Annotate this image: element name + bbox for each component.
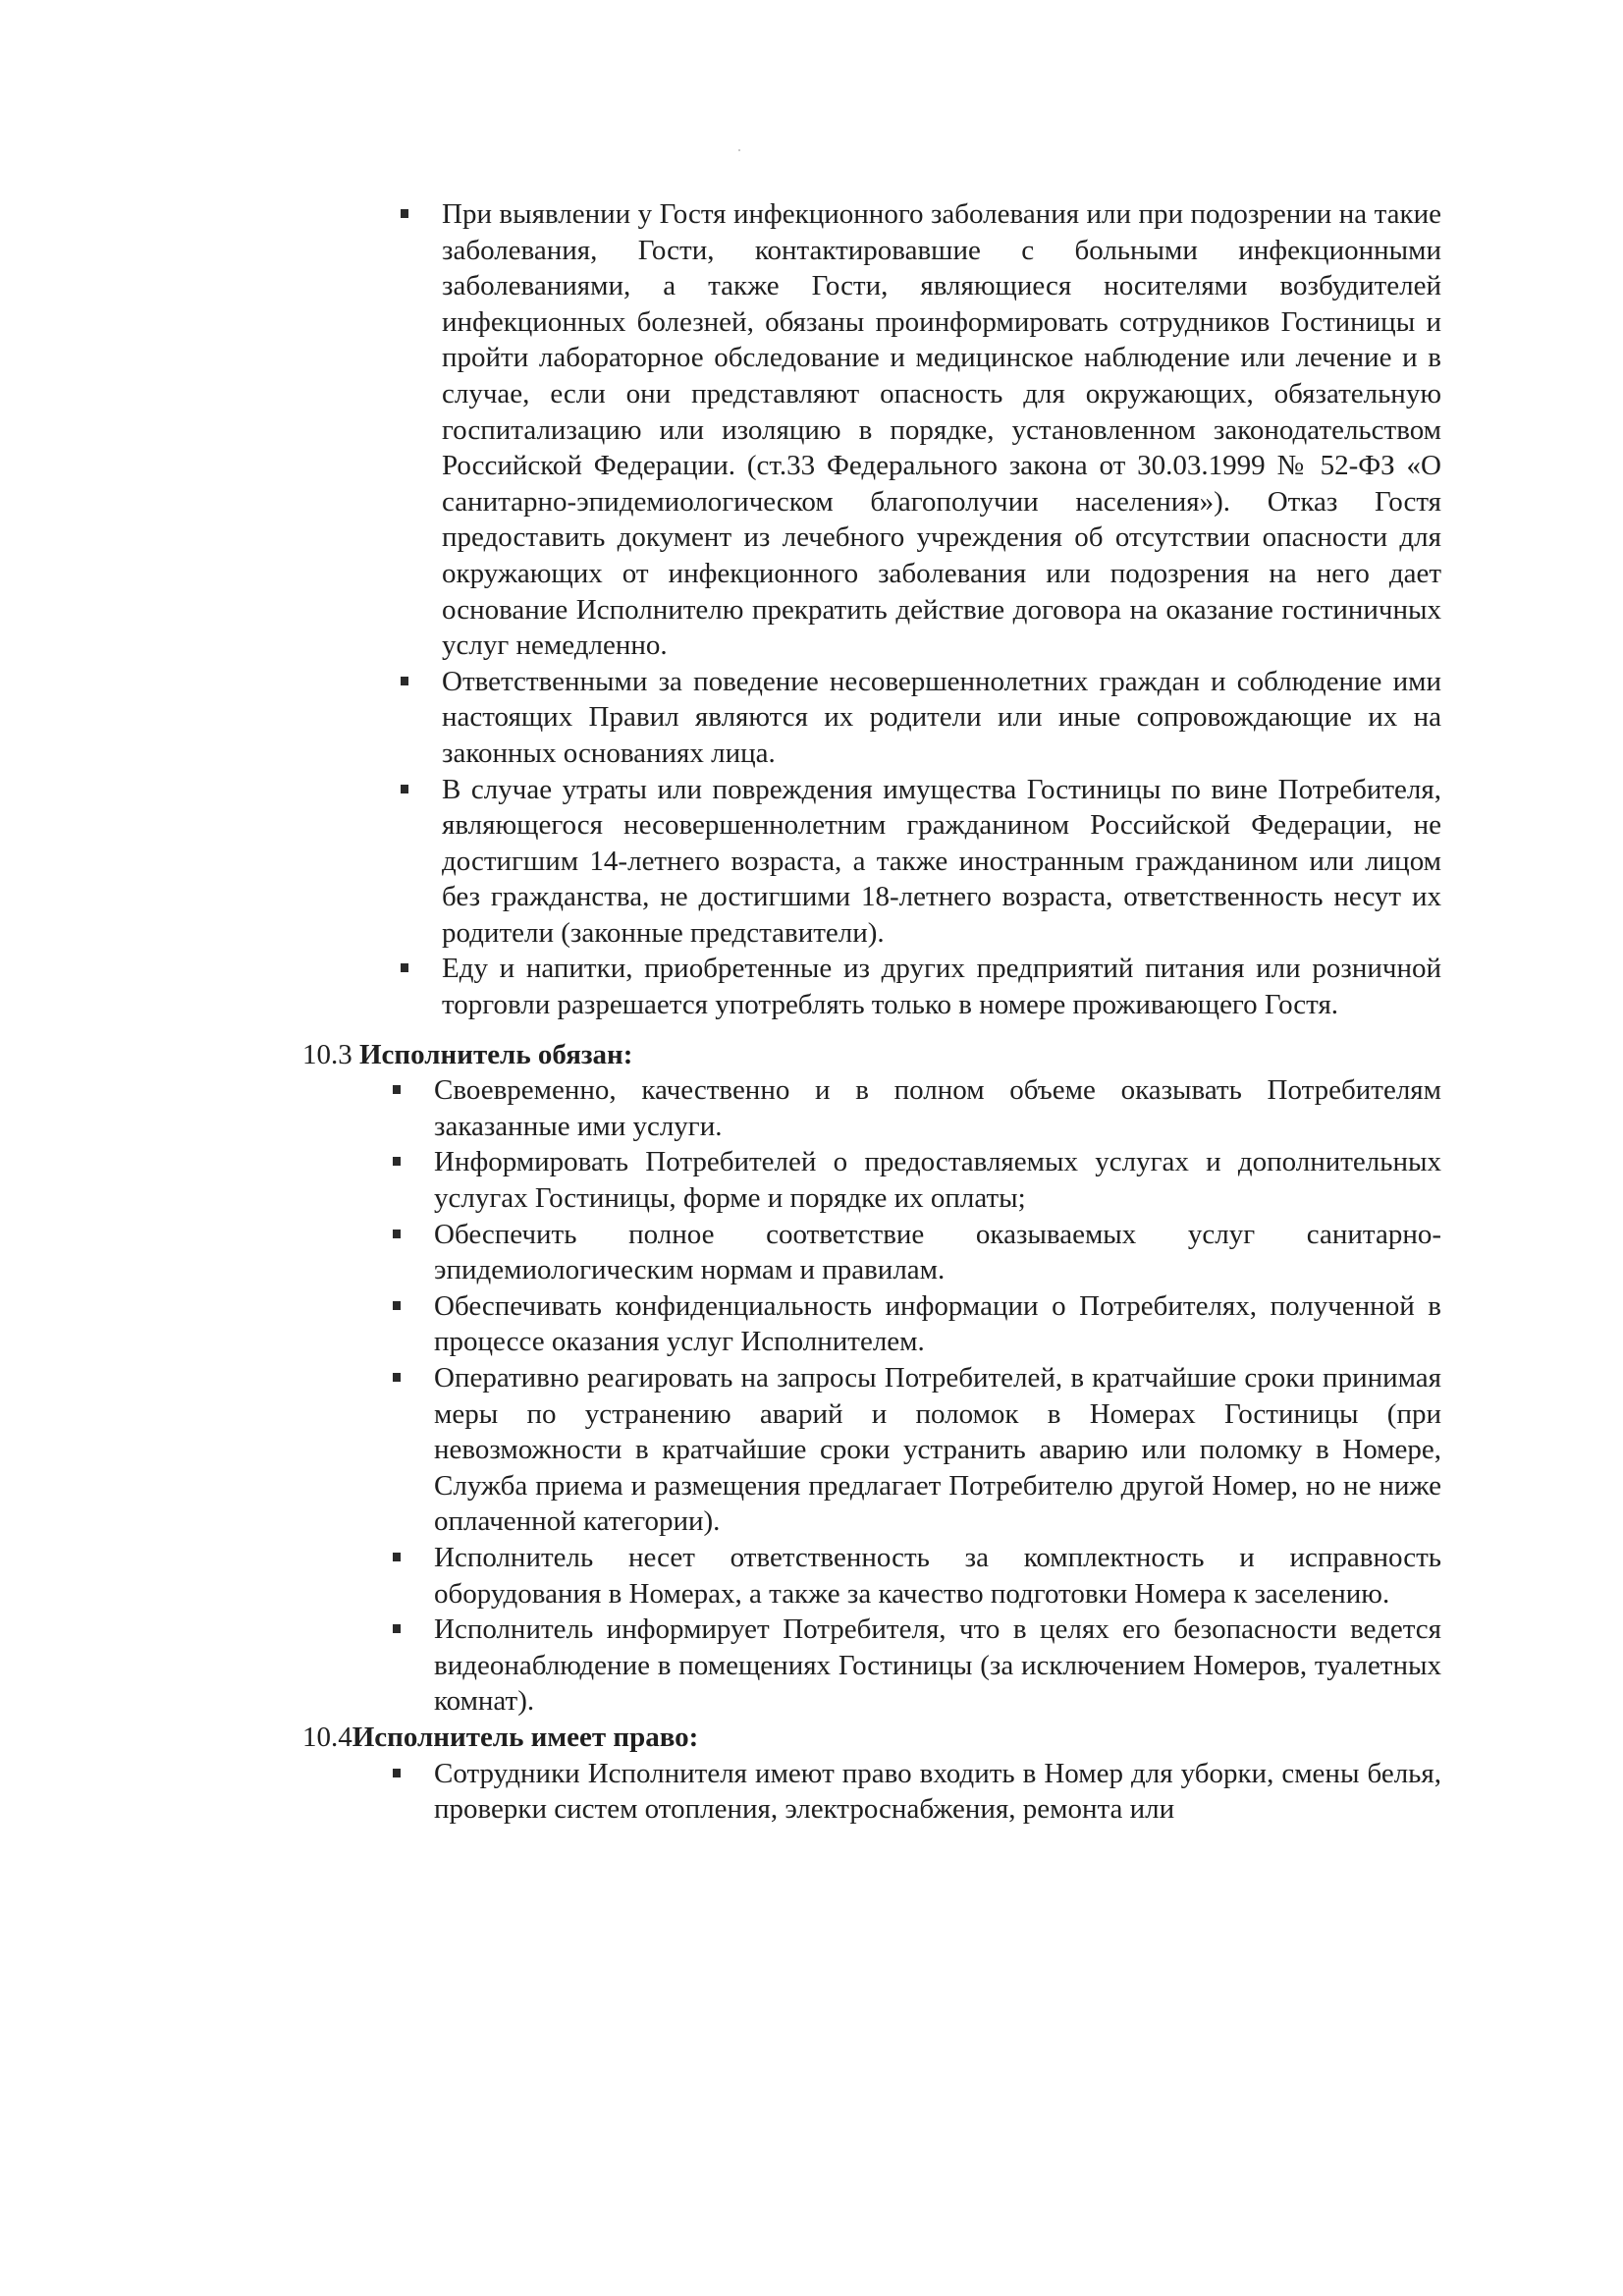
square-bullet-icon [393, 1373, 401, 1382]
contractor-rights-list [393, 1756, 1441, 1828]
list-item [401, 951, 1441, 1022]
square-bullet-icon [401, 677, 408, 685]
list-item [401, 772, 1441, 952]
list-item [393, 1288, 1441, 1360]
section-number: 10.4 [302, 1721, 352, 1753]
square-bullet-icon [393, 1624, 401, 1633]
guest-rules-list [401, 196, 1441, 1023]
list-item-text: Оперативно реагировать на запросы Потребителей, в кратчайшие сроки принимая меры по устранению аварий и поломок в Номерах Гостиницы (при невозможности в кратчайшие сроки устранить аварию или поломку в Номере, Служба приема и размещения предлагает Потребителю другой Номер, но не ниже оплаченной категории). [434, 1362, 1441, 1538]
list-item-text: Исполнитель несет ответственность за комплектность и исправность оборудования в Номерах, а также за качество подготовки Номера к заселению. [434, 1541, 1441, 1610]
list-item-text: Своевременно, качественно и в полном объеме оказывать Потребителям заказанные ими услуги. [434, 1074, 1441, 1142]
list-item-text: Обеспечивать конфиденциальность информации о Потребителях, полученной в процессе оказания услуг Исполнителем. [434, 1289, 1441, 1358]
square-bullet-icon [393, 1157, 401, 1166]
square-bullet-icon [401, 963, 408, 972]
list-item-text: Информировать Потребителей о предоставляемых услугах и дополнительных услугах Гостиницы, форме и порядке их оплаты; [434, 1146, 1441, 1215]
list-item-text: Ответственными за поведение несовершеннолетних граждан и соблюдение ими настоящих Правил являются их родители или иные сопровождающие их на законных основаниях лица. [442, 665, 1441, 769]
section-title: Исполнитель обязан: [359, 1038, 633, 1070]
list-item [393, 1540, 1441, 1612]
list-item [401, 664, 1441, 772]
square-bullet-icon [393, 1085, 401, 1094]
list-item-text: Исполнитель информирует Потребителя, что в целях его безопасности ведется видеонаблюдение в помещениях Гостиницы (за исключением Номеров, туалетных комнат). [434, 1613, 1441, 1718]
list-item [401, 196, 1441, 664]
square-bullet-icon [393, 1301, 401, 1310]
list-item [393, 1756, 1441, 1828]
list-item [393, 1144, 1441, 1216]
section-number: 10.3 [302, 1038, 359, 1070]
scan-speck [738, 149, 740, 151]
square-bullet-icon [401, 209, 408, 218]
square-bullet-icon [401, 785, 408, 793]
list-item-text: При выявлении у Гостя инфекционного заболевания или при подозрении на такие заболевания, Гости, контактировавшие с больными инфекционными заболеваниями, а также Гости, являющиеся носителями возбудителей инфекционных болезней, обязаны проинформировать сотрудников Гостиницы и пройти лабораторное обследование и медицинское наблюдение или лечение и в случае, если они представляют опасность для окружающих, обязательную госпитализацию или изоляцию в порядке, установленном законодательством Российской Федерации. (ст.33 Федерального закона от 30.03.1999 № 52-ФЗ «О санитарно-эпидемиологическом благополучии населения»). Отказ Гостя предоставить документ из лечебного учреждения об отсутствии опасности для окружающих от инфекционного заболевания или подозрения на него дает основание Исполнителю прекратить действие договора на оказание гостиничных услуг немедленно. [442, 198, 1441, 662]
list-item [393, 1072, 1441, 1144]
section-heading-10-3 [302, 1037, 1441, 1073]
list-item [393, 1217, 1441, 1288]
section-heading-10-4 [302, 1720, 1441, 1756]
section-title: Исполнитель имеет право: [352, 1721, 699, 1753]
list-item-text: Еду и напитки, приобретенные из других предприятий питания или розничной торговли разрешается употреблять только в номере проживающего Гостя. [442, 953, 1441, 1021]
list-item-text: Сотрудники Исполнителя имеют право входить в Номер для уборки, смены белья, проверки систем отопления, электроснабжения, ремонта или [434, 1757, 1441, 1826]
square-bullet-icon [393, 1553, 401, 1561]
square-bullet-icon [393, 1230, 401, 1238]
square-bullet-icon [393, 1769, 401, 1777]
contractor-obligations-list [393, 1072, 1441, 1720]
list-item [393, 1360, 1441, 1540]
list-item-text: В случае утраты или повреждения имущества Гостиницы по вине Потребителя, являющегося несовершеннолетним гражданином Российской Федерации, не достигшим 14-летнего возраста, а также иностранным гражданином или лицом без гражданства, не достигшими 18-летнего возраста, ответственность несут их родители (законные представители). [442, 773, 1441, 949]
document-body [302, 196, 1441, 1828]
list-item-text: Обеспечить полное соответствие оказываемых услуг санитарно-эпидемиологическим нормам и правилам. [434, 1218, 1441, 1286]
list-item [393, 1612, 1441, 1720]
